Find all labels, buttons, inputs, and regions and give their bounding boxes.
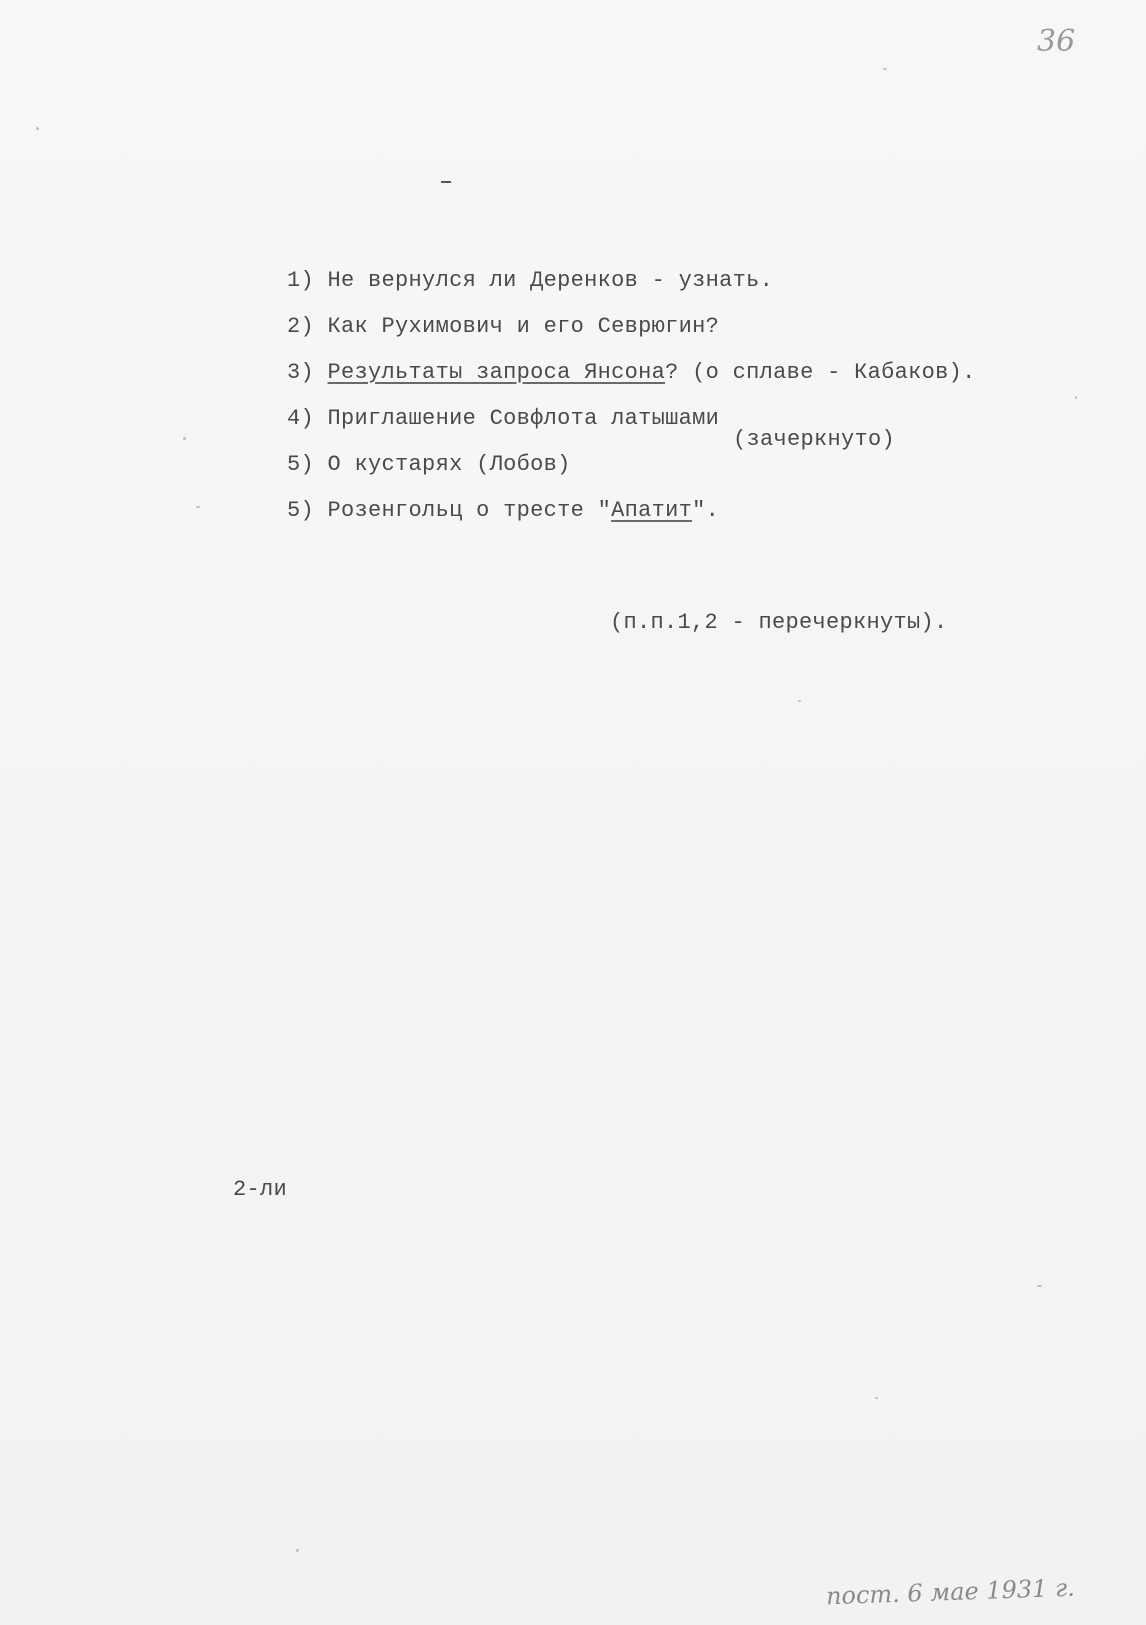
paper-speck: [798, 700, 801, 702]
item-number: 5): [287, 498, 315, 523]
paper-speck: [296, 1549, 299, 1552]
copies-note: 2-ли: [233, 1177, 288, 1202]
footnote: (п.п.1,2 - перечеркнуты).: [610, 610, 948, 635]
item-text: О кустарях (Лобов): [327, 452, 571, 477]
paper-speck: [36, 127, 39, 130]
paper-speck: [1075, 396, 1077, 399]
paper-speck: [883, 68, 887, 70]
item-number: 3): [287, 360, 315, 385]
item-text: Приглашение Совфлота латышами: [327, 406, 720, 431]
top-dash: [441, 181, 451, 183]
paper-speck: [1037, 1285, 1042, 1287]
paper-speck: [875, 1397, 878, 1399]
item-number: 1): [287, 268, 315, 293]
item-number: 4): [287, 406, 315, 431]
page-number: 36: [1037, 24, 1076, 59]
item-number: 5): [287, 452, 315, 477]
item-text: ? (о сплаве - Кабаков).: [665, 360, 976, 385]
paper-speck: [183, 437, 186, 440]
item-text: Розенгольц о тресте ": [327, 498, 612, 523]
item-note: (зачеркнуто): [733, 427, 896, 452]
received-note: пост. 6 мае 1931 г.: [825, 1573, 1076, 1611]
item-number: 2): [287, 314, 315, 339]
paper-speck: [196, 506, 200, 508]
item-text-underlined: Результаты запроса Янсона: [327, 360, 666, 385]
list-item-6: [233, 473, 719, 548]
item-text: Не вернулся ли Деренков - узнать.: [327, 268, 774, 293]
item-text-underlined: Апатит: [611, 498, 693, 523]
item-text: ".: [692, 498, 720, 523]
item-text: Как Рухимович и его Севрюгин?: [327, 314, 720, 339]
